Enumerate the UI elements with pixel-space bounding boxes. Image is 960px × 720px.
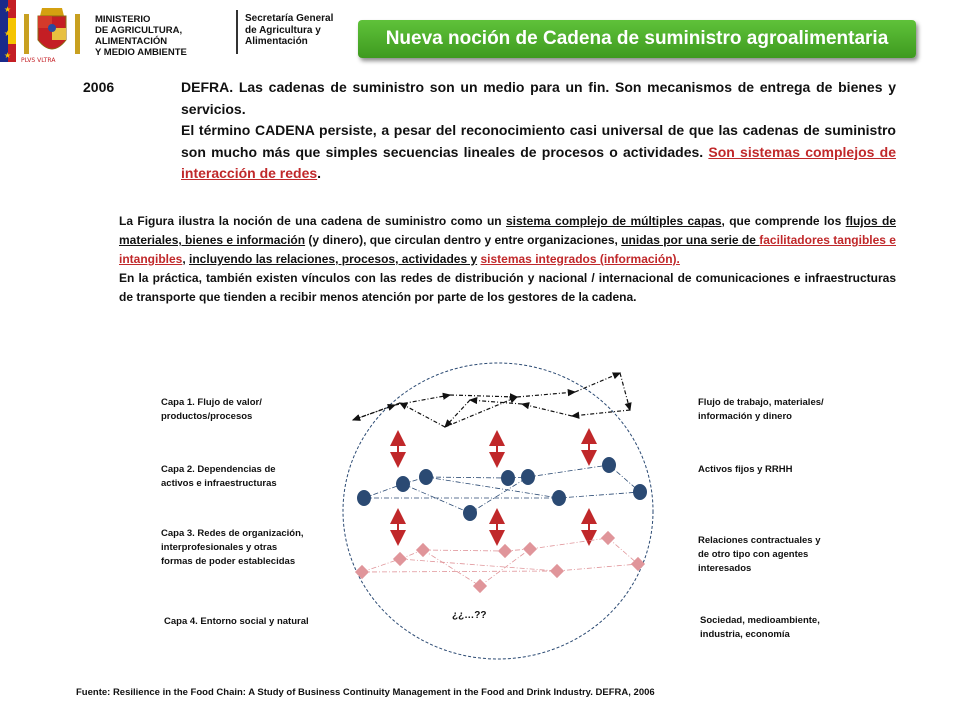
label-line: interesados — [698, 563, 752, 574]
asset-link — [559, 492, 640, 498]
layer3-organization-network — [355, 531, 645, 593]
left-label-layer4 — [164, 615, 309, 629]
label-line: información y dinero — [698, 411, 792, 422]
asset-node — [552, 490, 566, 506]
right-label-layer1 — [698, 396, 824, 424]
label-line: Activos fijos y RRHH — [698, 464, 793, 475]
organization-node — [498, 544, 512, 558]
label-line: Capa 3. Redes de organización, — [161, 528, 304, 539]
defra-p2-text: El término CADENA persiste, a pesar del reconocimiento casi universal de que las cadenas de suministro son mucho más que simples secuencias lineales de procesos o actividades. — [181, 122, 896, 160]
label-line: de otro tipo con agentes — [698, 549, 809, 560]
asset-node — [602, 457, 616, 473]
flow-arrow — [620, 373, 630, 410]
asset-node — [463, 505, 477, 521]
organization-link — [423, 550, 480, 586]
organization-node — [631, 557, 645, 571]
right-label-layer2 — [698, 463, 793, 477]
asset-node — [501, 470, 515, 486]
asset-node — [419, 469, 433, 485]
underlined-span: flujos de materiales, bienes e información — [119, 214, 896, 247]
label-line: Capa 4. Entorno social y natural — [164, 616, 309, 627]
organization-node — [393, 552, 407, 566]
svg-text:★: ★ — [4, 51, 12, 60]
flow-arrow — [522, 404, 572, 416]
center-unknown-label: ¿¿…?? — [452, 610, 487, 621]
highlight-span: facilitadores tangibles e intangibles — [119, 233, 896, 266]
secretaria-line: Secretaría General — [245, 13, 334, 24]
asset-node — [521, 469, 535, 485]
layer1-flow-network — [353, 373, 630, 427]
asset-node — [357, 490, 371, 506]
svg-text:★: ★ — [4, 5, 12, 14]
label-line: Capa 2. Dependencias de — [161, 464, 276, 475]
flow-arrow — [445, 400, 470, 427]
organization-node — [355, 565, 369, 579]
asset-link — [426, 477, 508, 478]
asset-node — [633, 484, 647, 500]
organization-node — [601, 531, 615, 545]
organization-link — [557, 564, 638, 571]
secretaria-line: de Agricultura y — [245, 24, 321, 36]
secretaria-line: Alimentación — [245, 36, 308, 47]
asset-link — [528, 465, 609, 477]
right-label-layer4 — [700, 614, 820, 642]
asset-link — [470, 477, 528, 513]
organization-link — [362, 559, 400, 572]
defra-highlight: Son sistemas complejos de interacción de redes — [181, 143, 896, 181]
underlined-span: sistema complejo de múltiples capas — [506, 214, 722, 228]
organization-node — [473, 579, 487, 593]
text-span: La Figura ilustra la noción de una cadena de suministro como un — [119, 214, 506, 228]
left-label-layer1 — [161, 396, 262, 424]
label-line: activos e infraestructuras — [161, 478, 277, 489]
year-label: 2006 — [83, 79, 115, 95]
flow-arrow — [400, 403, 445, 427]
organization-node — [550, 564, 564, 578]
text-span: (y dinero), que circulan dentro y entre organizaciones, — [305, 233, 622, 247]
ministry-line: Y MEDIO AMBIENTE — [95, 47, 187, 58]
ministry-line: DE AGRICULTURA, ALIMENTACIÓN — [95, 25, 183, 47]
label-line: Relaciones contractuales y — [698, 535, 821, 546]
organization-node — [523, 542, 537, 556]
svg-text:★: ★ — [4, 29, 12, 38]
organization-link — [530, 538, 608, 549]
underlined-span: incluyendo las relaciones, procesos, actividades y — [189, 252, 478, 266]
right-label-layer3 — [698, 534, 821, 576]
highlight-span: sistemas integrados (información). — [480, 252, 680, 266]
organization-node — [416, 543, 430, 557]
label-line: Capa 1. Flujo de valor/ — [161, 397, 262, 408]
flow-arrow — [395, 395, 450, 405]
flow-arrow — [517, 392, 575, 397]
asset-link — [426, 477, 559, 498]
flow-arrow — [445, 397, 517, 427]
layer2-asset-network — [357, 457, 647, 521]
layer-link-arrows — [398, 434, 589, 540]
text-span: , que comprende los — [721, 214, 846, 228]
asset-link — [403, 484, 470, 513]
organization-link — [400, 559, 557, 571]
label-line: Sociedad, medioambiente, — [700, 615, 820, 626]
ministry-line: MINISTERIO — [95, 14, 151, 25]
label-line: interprofesionales y otras — [161, 542, 278, 553]
flow-arrow — [450, 395, 517, 397]
flow-arrow — [470, 400, 522, 404]
label-line: formas de poder establecidas — [161, 556, 296, 567]
label-line: productos/procesos — [161, 411, 253, 422]
flow-arrow — [572, 410, 630, 416]
flow-arrow — [575, 373, 620, 392]
page-title: Nueva noción de Cadena de suministro agroalimentaria — [358, 20, 916, 58]
underlined-span: unidas por una serie de — [621, 233, 760, 247]
label-line: Flujo de trabajo, materiales/ — [698, 397, 824, 408]
defra-p2-end: . — [317, 165, 322, 181]
source-citation: Fuente: Resilience in the Food Chain: A Study of Business Continuity Management in the Food and Drink Industry. DEFRA, 2006 — [76, 687, 655, 698]
defra-p1: DEFRA. Las cadenas de suministro son un medio para un fin. Son mecanismos de entrega de bienes y servicios. — [181, 79, 896, 117]
organization-link — [423, 550, 505, 551]
organization-link — [608, 538, 638, 564]
svg-text:PLVS VLTRA: PLVS VLTRA — [21, 57, 56, 62]
organization-link — [362, 571, 557, 572]
left-label-layer3 — [161, 527, 304, 569]
label-line: industria, economía — [700, 629, 790, 640]
figure-p2: En la práctica, también existen vínculos con las redes de distribución y nacional / internacional de comunicaciones e infraestructuras de transporte que tienden a recibir menos atención por parte de los gestores de la cadena. — [119, 271, 896, 304]
asset-node — [396, 476, 410, 492]
left-label-layer2 — [161, 463, 277, 491]
text-span: , — [182, 252, 190, 266]
